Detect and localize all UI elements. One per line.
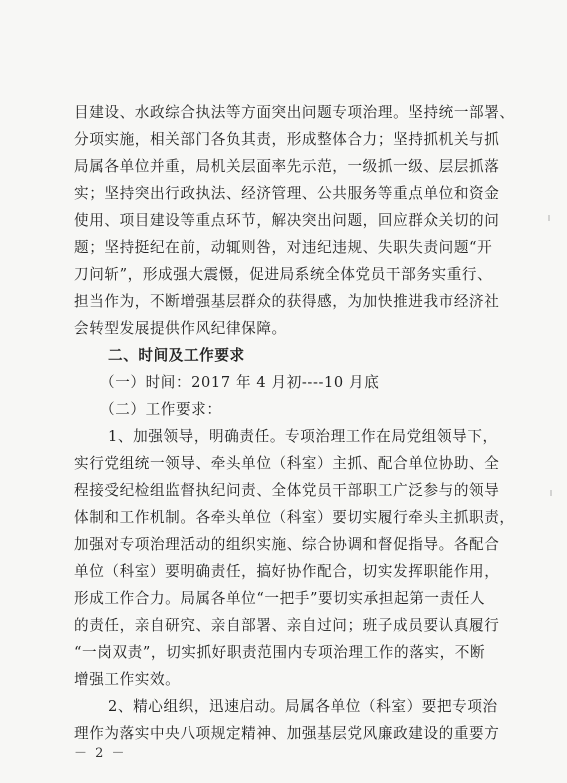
body-line-22: 增强工作实效。 — [74, 671, 181, 688]
body-line-7: 刀问斩”，形成强大震慑，促进局系统全体党员干部务实重行、 — [74, 266, 493, 283]
body-line-21: “一岗双责”，切实抓好职责范围内专项治理工作的落实，不断 — [74, 644, 486, 661]
page-number: － 2 － — [74, 746, 127, 761]
subsection-time: （一）时间：2017 年 4 月初----10 月底 — [100, 374, 380, 391]
body-line-6: 题；坚持挺纪在前，动辄则咎，对违纪违规、失职失责问题“开 — [74, 239, 493, 256]
body-line-8: 担当作为，不断增强基层群众的获得感，为加快推进我市经济社 — [74, 293, 500, 310]
body-line-14: 实行党组统一领导、牵头单位（科室）主抓、配合单位协助、全 — [74, 455, 500, 472]
section-heading: 二、时间及工作要求 — [108, 347, 245, 364]
body-line-1: 目建设、水政综合执法等方面突出问题专项治理。坚持统一部署、 — [74, 104, 515, 121]
subsection-requirements: （二）工作要求： — [100, 401, 222, 418]
scan-speck — [548, 215, 550, 221]
body-line-16: 体制和工作机制。各牵头单位（科室）要切实履行牵头主抓职责， — [74, 509, 515, 526]
scan-speck — [550, 490, 552, 496]
body-line-13: 1、加强领导，明确责任。专项治理工作在局党组领导下， — [108, 428, 498, 445]
body-line-2: 分项实施，相关部门各负其责，形成整体合力；坚持抓机关与抓 — [74, 131, 500, 148]
body-line-3: 局属各单位并重，局机关层面率先示范，一级抓一级、层层抓落 — [74, 158, 500, 175]
body-line-15: 程接受纪检组监督执纪问责、全体党员干部职工广泛参与的领导 — [74, 482, 500, 499]
body-line-5: 使用、项目建设等重点环节，解决突出问题，回应群众关切的问 — [74, 212, 500, 229]
body-line-17: 加强对专项治理活动的组织实施、综合协调和督促指导。各配合 — [74, 536, 500, 553]
body-line-4: 实；坚持突出行政执法、经济管理、公共服务等重点单位和资金 — [74, 185, 500, 202]
body-line-18: 单位（科室）要明确责任，搞好协作配合，切实发挥职能作用， — [74, 563, 500, 580]
body-line-19: 形成工作合力。局属各单位“一把手”要切实承担起第一责任人 — [74, 590, 486, 607]
body-line-9: 会转型发展提供作风纪律保障。 — [74, 320, 287, 337]
body-line-24: 理作为落实中央八项规定精神、加强基层党风廉政建设的重要方 — [74, 725, 500, 742]
body-line-23: 2、精心组织，迅速启动。局属各单位（科室）要把专项治 — [108, 698, 498, 715]
body-line-20: 的责任，亲自研究、亲自部署、亲自过问；班子成员要认真履行 — [74, 617, 500, 634]
